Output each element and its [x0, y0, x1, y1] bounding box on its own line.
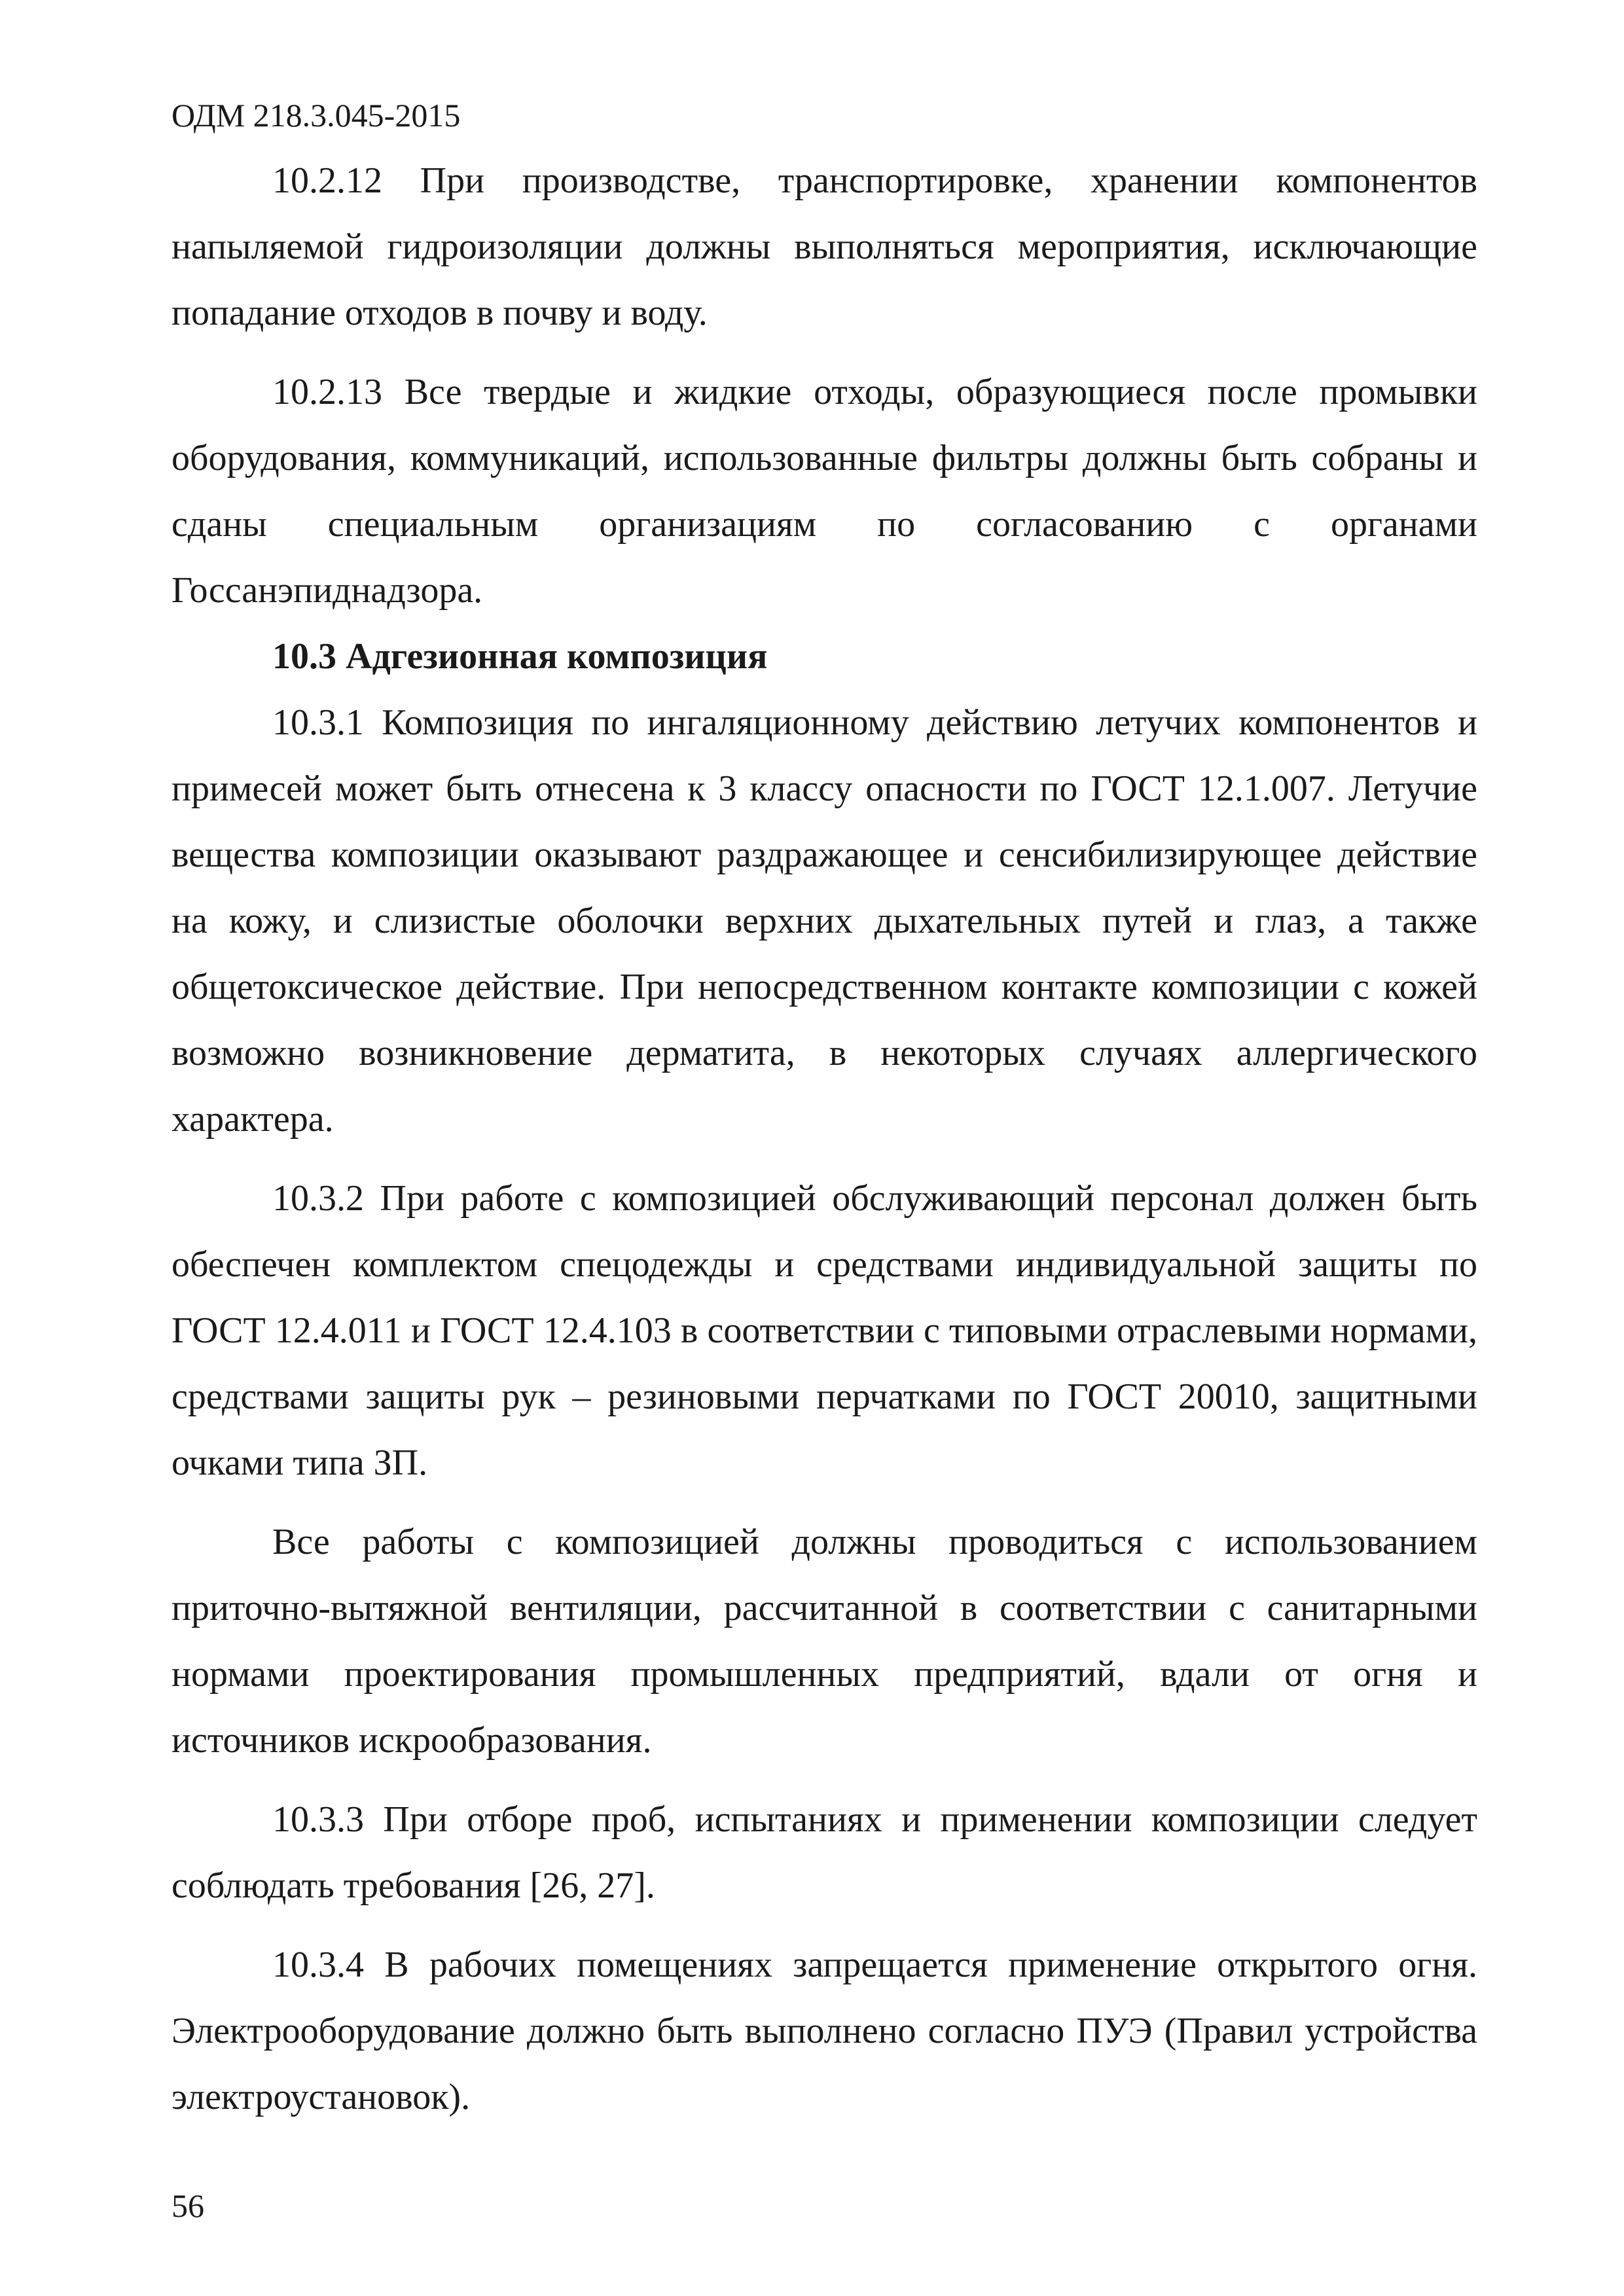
- paragraph-10-2-12: 10.2.12 При производстве, транспортировке, хранении компонентов напыляемой гидроизоляции должны выполняться мероприятия, исключающие попадание отходов в почву и воду.: [171, 160, 1477, 333]
- document-code-header: ОДМ 218.3.045-2015: [171, 97, 461, 134]
- page-number: 56: [171, 2187, 204, 2224]
- document-body: [171, 148, 1477, 2130]
- paragraph-10-3-1: 10.3.1 Композиция по ингаляционному действию летучих компонентов и примесей может быть отнесена к 3 классу опасности по ГОСТ 12.1.007. Летучие вещества композиции оказывают раздражающее и сенсибилизирующее действие на кожу, и слизистые оболочки верхних дыхательных путей и глаз, а также общетоксическое действие. При непосредственном контакте композиции с кожей возможно возникновение дерматита, в некоторых случаях аллергического характера.: [171, 702, 1477, 1139]
- paragraph-10-3-4: 10.3.4 В рабочих помещениях запрещается применение открытого огня. Электрооборудование должно быть выполнено согласно ПУЭ (Правил устройства электроустановок).: [171, 1945, 1477, 2117]
- paragraph-10-3-2: 10.3.2 При работе с композицией обслуживающий персонал должен быть обеспечен комплектом спецодежды и средствами индивидуальной защиты по ГОСТ 12.4.011 и ГОСТ 12.4.103 в соответствии с типовыми отраслевыми нормами, средствами защиты рук – резиновыми перчатками по ГОСТ 20010, защитными очками типа ЗП.: [171, 1178, 1477, 1483]
- paragraph-10-2-13: 10.2.13 Все твердые и жидкие отходы, образующиеся после промывки оборудования, коммуникаций, использованные фильтры должны быть собраны и сданы специальным организациям по согласованию с органами Госсанэпиднадзора.: [171, 372, 1477, 611]
- paragraph-10-3-3: 10.3.3 При отборе проб, испытаниях и применении композиции следует соблюдать требования [26, 27].: [171, 1799, 1477, 1906]
- paragraph-ventilation: Все работы с композицией должны проводиться с использованием приточно-вытяжной вентиляции, рассчитанной в соответствии с санитарными нормами проектирования промышленных предприятий, вдали от огня и источников искрообразования.: [171, 1522, 1477, 1761]
- section-heading-10-3: 10.3 Адгезионная композиция: [272, 636, 768, 677]
